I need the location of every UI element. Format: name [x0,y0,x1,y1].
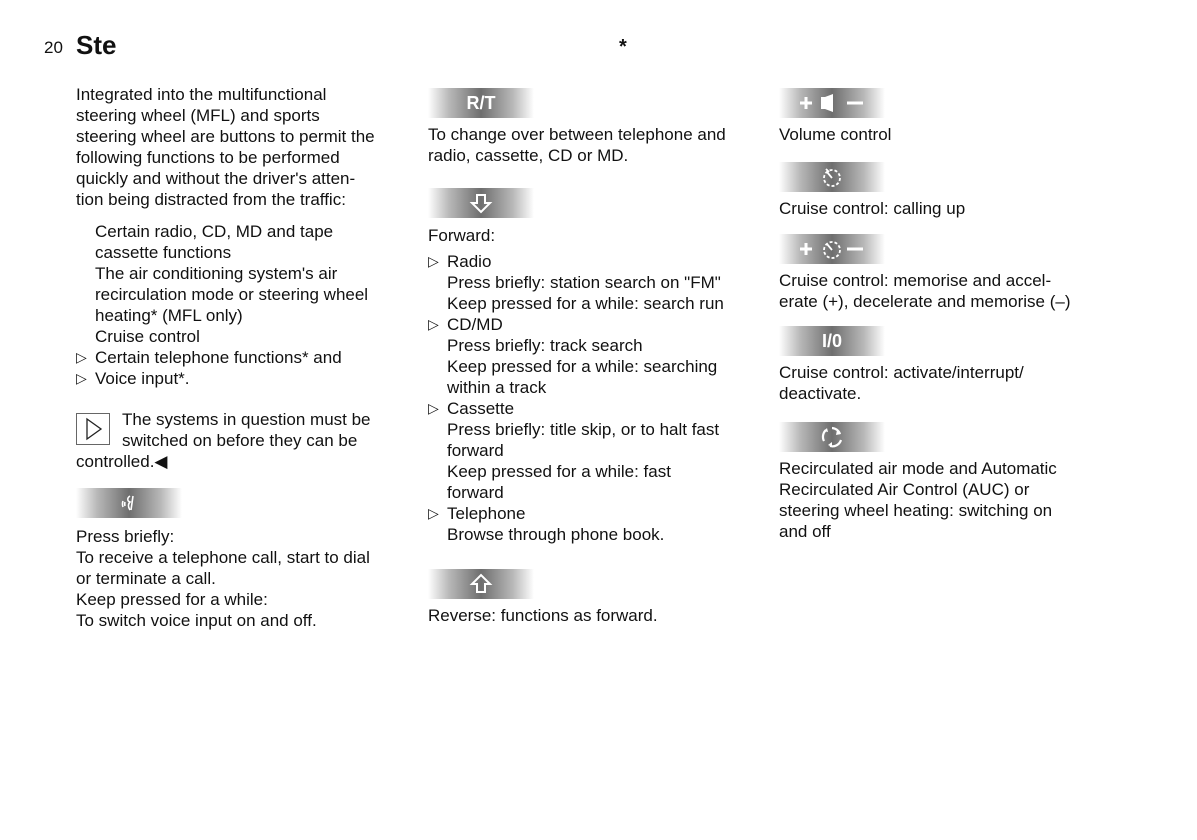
bullet-marker [76,263,95,326]
recirc-line: Recirculated air mode and Automatic [779,459,1057,478]
forward-arrow-icon [428,188,534,218]
item-line: within a track [447,378,547,397]
column-left [76,84,416,631]
bullet-marker [76,221,95,263]
list-line: Voice input*. [95,369,190,388]
recirc-line: steering wheel heating: switching on [779,501,1053,520]
bullet-marker: ▷ [428,400,439,416]
cruise-mem-line: Cruise control: memorise and accel- [779,271,1052,290]
list-item [428,251,773,314]
item-line: Keep pressed for a while: fast [447,462,671,481]
io-button [779,326,885,356]
recirc-line: Recirculated Air Control (AUC) or [779,480,1030,499]
cruise-call-icon [779,162,885,192]
voice-description [76,526,416,631]
io-button-label: I/0 [821,330,842,351]
volume-button-icon [779,88,885,118]
volume-text: Volume control [779,125,892,144]
rt-line: To change over between telephone and [428,125,726,144]
list-item [76,221,416,263]
note-triangle-icon [76,413,110,445]
list-line: Cruise control [95,327,200,346]
list-item [428,398,773,503]
rt-line: radio, cassette, CD or MD. [428,146,629,165]
rt-button [428,88,534,118]
item-label: Cassette [447,399,515,418]
note-box [76,409,416,472]
bullet-marker: ▷ [76,370,87,386]
cruise-act-line: Cruise control: activate/interrupt/ [779,363,1024,382]
bullet-marker: ▷ [76,349,87,365]
title-asterisk: * [619,36,627,58]
list-line: Certain radio, CD, MD and tape [95,222,334,241]
intro-paragraph [76,84,416,210]
voice-line: Press briefly: [76,527,175,546]
list-item [428,503,773,545]
forward-list [428,251,773,545]
cruise-mem-line: erate (+), decelerate and memorise (–) [779,292,1071,311]
recirc-line: and off [779,522,831,541]
page-title: Ste [76,30,117,60]
page-number: 20 [44,38,63,57]
rt-button-label: R/T [466,92,496,113]
bullet-marker: ▷ [428,316,439,332]
note-line: The systems in question must be [122,410,371,429]
item-line: Browse through phone book. [447,525,665,544]
intro-line: steering wheel are buttons to permit the [76,127,375,146]
item-line: Press briefly: track search [447,336,643,355]
forward-title: Forward: [428,226,496,245]
reverse-arrow-icon [428,569,534,599]
cruise-memorise-icon [779,234,885,264]
list-line: Certain telephone functions* and [95,348,342,367]
item-label: Radio [447,252,492,271]
recirculation-icon [779,422,885,452]
item-line: Keep pressed for a while: search run [447,294,724,313]
column-right [779,88,1119,542]
function-list [76,221,416,389]
note-line: controlled.◀ [76,452,168,471]
item-line: Press briefly: title skip, or to halt fast [447,420,720,439]
voice-line: Keep pressed for a while: [76,590,268,609]
voice-line: or terminate a call. [76,569,216,588]
item-line: Press briefly: station search on "FM" [447,273,721,292]
voice-button-icon [76,488,182,518]
note-line: switched on before they can be [122,431,358,450]
list-item [76,347,416,368]
cruise-act-line: deactivate. [779,384,862,403]
reverse-text: Reverse: functions as forward. [428,606,658,625]
list-item [76,326,416,347]
voice-line: To receive a telephone call, start to dial [76,548,370,567]
list-item [76,263,416,326]
list-line: cassette functions [95,243,232,262]
intro-line: quickly and without the driver's atten- [76,169,356,188]
voice-line: To switch voice input on and off. [76,611,317,630]
item-label: Telephone [447,504,526,523]
list-item [76,368,416,389]
cruise-call-text: Cruise control: calling up [779,199,966,218]
intro-line: tion being distracted from the traffic: [76,190,346,209]
item-label: CD/MD [447,315,503,334]
item-line: forward [447,483,504,502]
list-line: heating* (MFL only) [95,306,243,325]
bullet-marker [76,326,95,347]
list-line: recirculation mode or steering wheel [95,285,369,304]
item-line: Keep pressed for a while: searching [447,357,718,376]
intro-line: Integrated into the multifunctional [76,85,327,104]
bullet-marker: ▷ [428,253,439,269]
list-line: The air conditioning system's air [95,264,338,283]
item-line: forward [447,441,504,460]
list-item [428,314,773,398]
intro-line: steering wheel (MFL) and sports [76,106,320,125]
column-middle [428,88,773,626]
bullet-marker: ▷ [428,505,439,521]
intro-line: following functions to be performed [76,148,340,167]
